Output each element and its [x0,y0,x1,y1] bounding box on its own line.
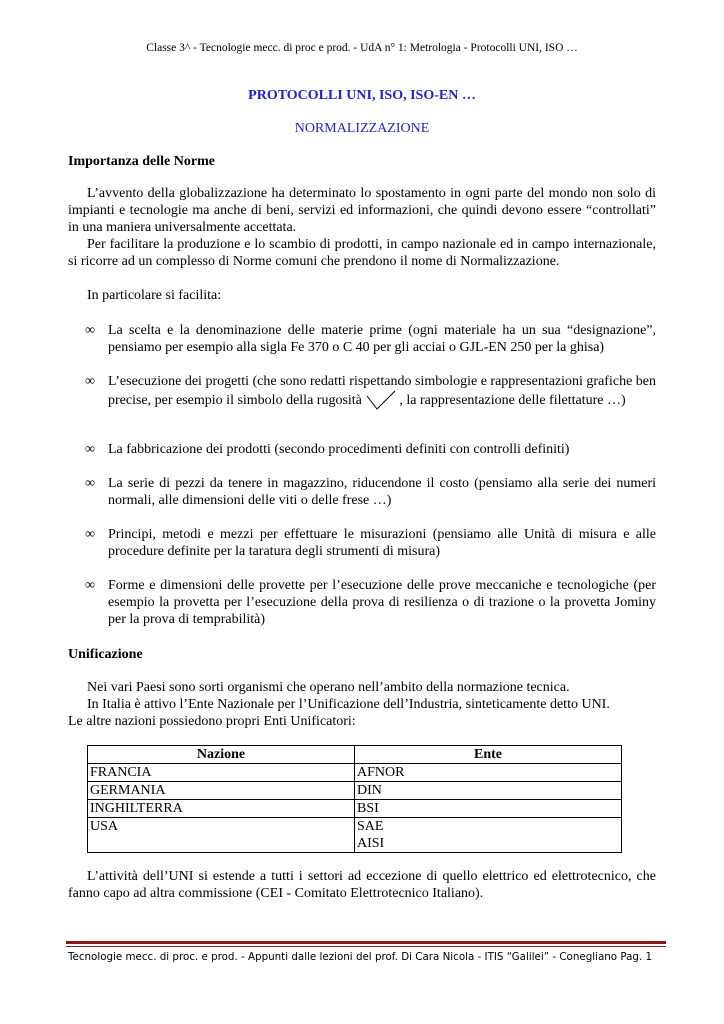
table-cell [88,818,355,853]
paragraph: Per facilitare la produzione e lo scambio di prodotti, in campo nazionale ed in campo internazionale, si ricorre ad un complesso di Norme comuni che prendono il nome di Normalizzazione. [68,237,656,269]
entities-table [87,745,622,853]
column-header: Ente [355,746,622,764]
bullet-symbol: ∞ [85,323,95,338]
list-item [85,475,656,509]
roughness-symbol-icon [365,390,399,412]
cell-text: USA [90,819,119,834]
footer-rule [66,946,666,947]
table-row [88,800,622,818]
column-header: Nazione [88,746,355,764]
section-heading-norme: Importanza delle Norme [68,154,215,169]
bullet-symbol: ∞ [85,442,95,457]
bullet-symbol: ∞ [85,476,95,491]
paragraph: L’avvento della globalizzazione ha determinato lo spostamento in ogni parte del mondo non solo di impianti e tecnologie ma anche di beni, servizi ed informazioni, che quindi devono essere “controllati” in una maniera universalmente accettata. [68,186,656,235]
table-cell: FRANCIA [88,764,355,782]
cell-text: AISI [357,836,385,851]
paragraph: L’attività dell’UNI si estende a tutti i settori ad eccezione di quello elettrico ed elettrotecnico, che fanno capo ad altra commissione (CEI - Comitato Elettrotecnico Italiano). [68,869,656,901]
list-item [85,322,656,356]
paragraph: Nei vari Paesi sono sorti organismi che operano nell’ambito della normazione tecnica. [87,680,570,695]
table-cell: AFNOR [355,764,622,782]
list-item-text: La serie di pezzi da tenere in magazzino, riducendone il costo (pensiamo alla serie dei numeri normali, alle dimensioni delle viti o delle frese …) [108,476,656,508]
page-header: Classe 3^ - Tecnologie mecc. di proc e prod. - UdA n° 1: Metrologia - Protocolli UNI, ISO … [146,42,578,54]
bullet-symbol: ∞ [85,527,95,542]
bullet-symbol: ∞ [85,578,95,593]
list-item [85,441,656,458]
list-item-text: La fabbricazione dei prodotti (secondo procedimenti definiti con controlli definiti) [108,442,570,457]
list-item-text: Forme e dimensioni delle provette per l’esecuzione delle prove meccaniche e tecnologiche (per esempio la provetta per l’esecuzione della prova di resilienza o di trazione o la provetta Jominy per la prova di temprabilità) [108,578,656,627]
list-item-text-part: , la rappresentazione delle filettature …) [399,393,626,409]
list-item-text [108,373,656,412]
table-cell: BSI [355,800,622,818]
cell-text: SAE [357,819,384,834]
table-header-row [88,746,622,764]
bullet-symbol: ∞ [85,374,95,389]
table-cell: GERMANIA [88,782,355,800]
table-cell [355,818,622,853]
document-subtitle: NORMALIZZAZIONE [294,121,430,136]
section-heading-unificazione: Unificazione [68,647,143,662]
list-item [85,373,656,412]
list-item [85,577,656,628]
list-item [85,526,656,560]
paragraph: Le altre nazioni possiedono propri Enti Unificatori: [68,714,356,729]
list-item-text: Principi, metodi e mezzi per effettuare le misurazioni (pensiamo alle Unità di misura e alle procedure definite per la taratura degli strumenti di misura) [108,527,656,559]
paragraph: In particolare si facilita: [87,288,222,303]
cell-text [90,835,352,852]
list-item-text: La scelta e la denominazione delle materie prime (ogni materiale ha un sua “designazione”, pensiamo per esempio alla sigla Fe 370 o C 40 per gli acciai o GJL-EN 250 per la ghisa) [108,323,656,355]
page-footer: Tecnologie mecc. di proc. e prod. - Appunti dalle lezioni del prof. Di Cara Nicola - ITIS “Galilei” - Conegliano Pag. 1 [68,951,653,963]
table-row [88,818,622,853]
document-title: PROTOCOLLI UNI, ISO, ISO-EN … [248,88,476,103]
footer-rule [66,941,666,944]
table-row [88,764,622,782]
table-cell: DIN [355,782,622,800]
table-cell: INGHILTERRA [88,800,355,818]
paragraph: In Italia è attivo l’Ente Nazionale per l’Unificazione dell’Industria, sinteticamente detto UNI. [87,697,610,712]
table-row [88,782,622,800]
list-item-text-part: L’esecuzione dei progetti (che sono redatti rispettando simbologie e rappresentazioni grafiche ben precise, per esempio il simbolo della rugosità [108,374,657,409]
